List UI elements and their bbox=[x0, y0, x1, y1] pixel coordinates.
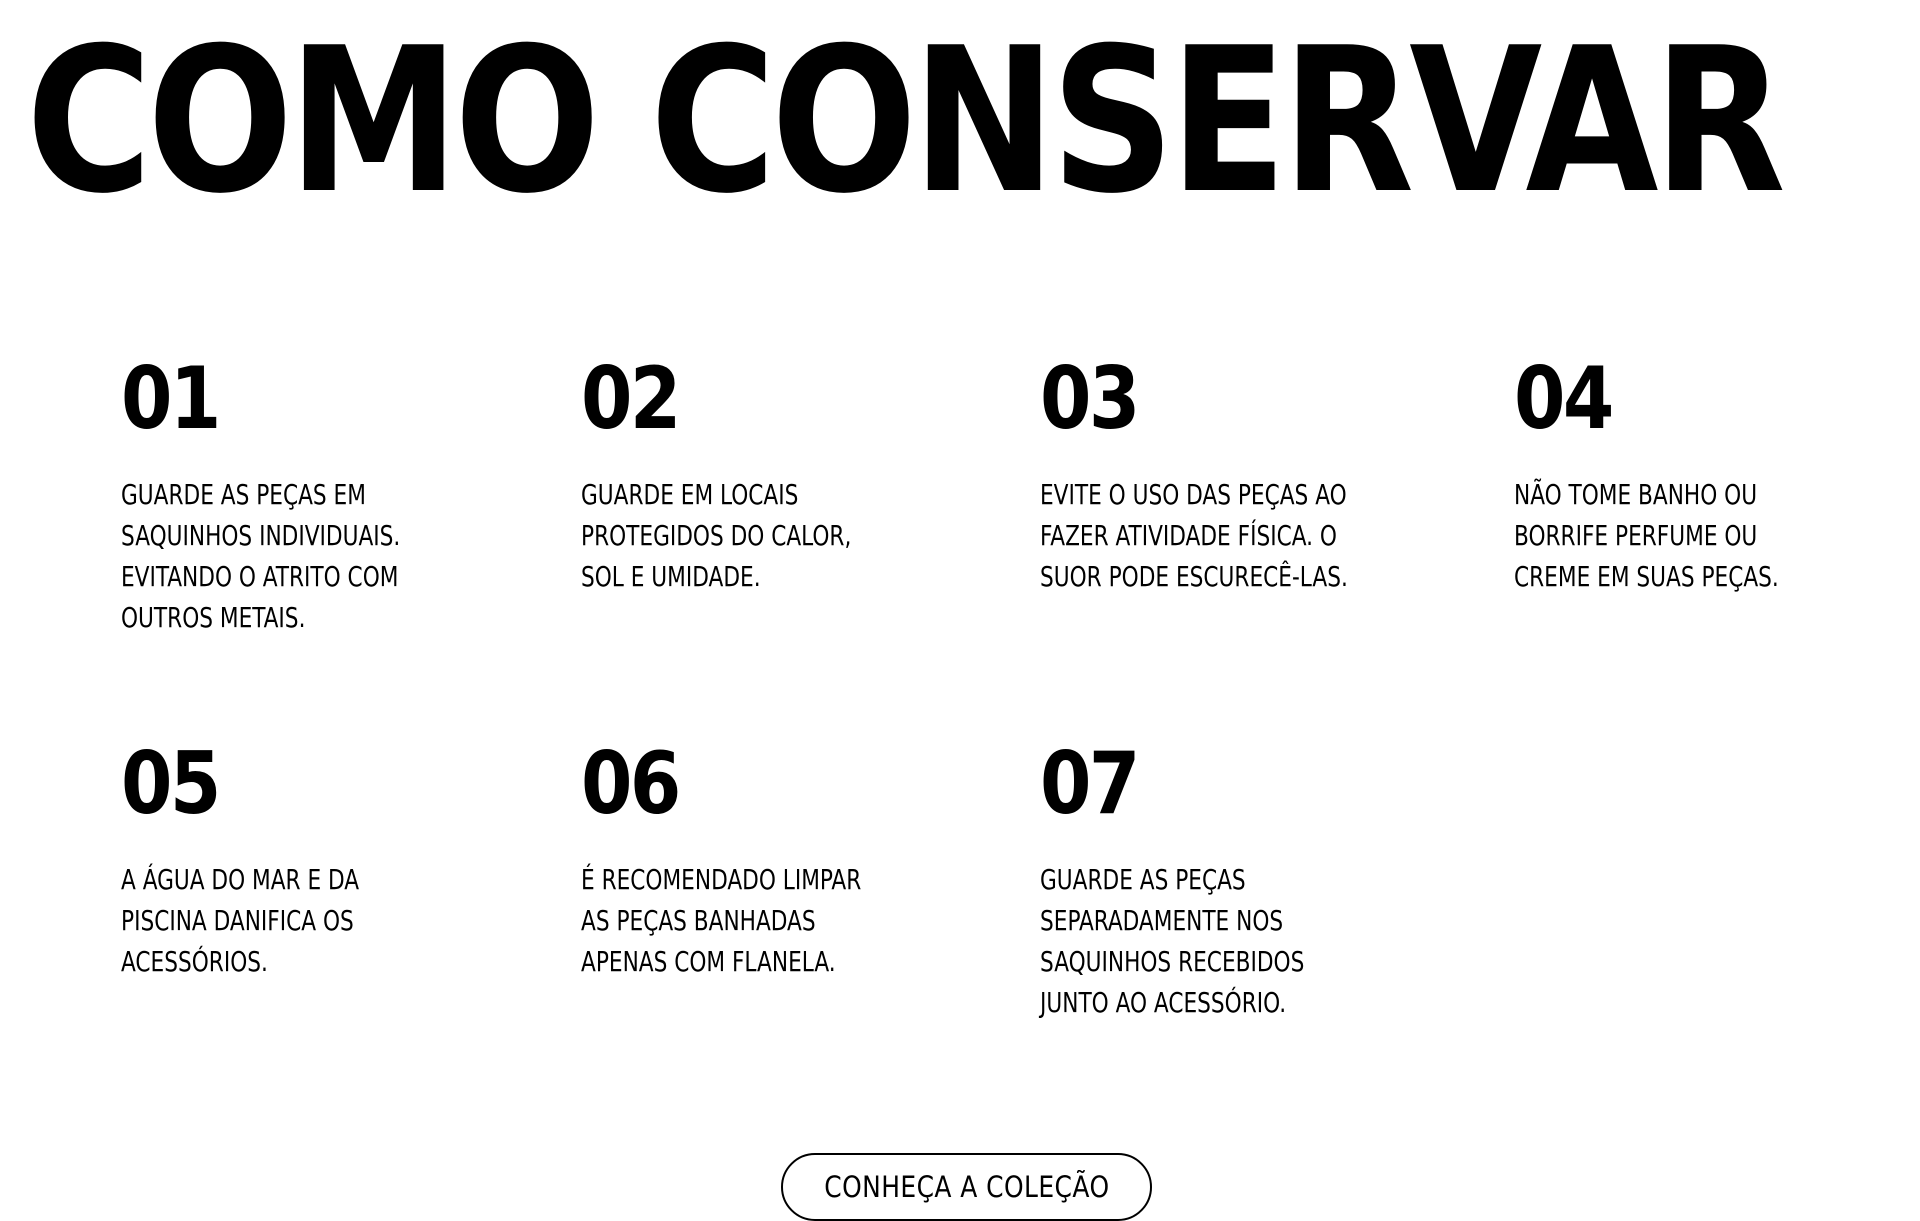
care-tip-04 bbox=[1514, 349, 1920, 593]
tip-text: É RECOMENDADO LIMPAR AS PEÇAS BANHADAS APENAS COM FLANELA. bbox=[581, 863, 862, 978]
tip-number: 03 bbox=[1040, 349, 1138, 449]
tip-text: A ÁGUA DO MAR E DA PISCINA DANIFICA OS ACESSÓRIOS. bbox=[121, 863, 360, 978]
tip-text: GUARDE AS PEÇAS EM SAQUINHOS INDIVIDUAIS. EVITANDO O ATRITO COM OUTROS METAIS. bbox=[121, 478, 401, 634]
view-collection-label: CONHEÇA A COLEÇÃO bbox=[823, 1170, 1110, 1204]
tip-number: 02 bbox=[581, 349, 679, 449]
care-tip-02 bbox=[581, 349, 1001, 593]
care-tip-01 bbox=[121, 349, 541, 634]
tip-text: NÃO TOME BANHO OU BORRIFE PERFUME OU CREME EM SUAS PEÇAS. bbox=[1514, 478, 1779, 593]
tip-text: GUARDE AS PEÇAS SEPARADAMENTE NOS SAQUINHOS RECEBIDOS JUNTO AO ACESSÓRIO. bbox=[1040, 863, 1305, 1019]
tip-number: 04 bbox=[1514, 349, 1612, 449]
page-title: COMO CONSERVAR bbox=[26, 5, 1781, 238]
tip-number: 01 bbox=[121, 349, 219, 449]
care-tip-03 bbox=[1040, 349, 1460, 593]
care-tip-05 bbox=[121, 734, 541, 978]
tip-number: 05 bbox=[121, 734, 219, 834]
view-collection-button[interactable] bbox=[781, 1153, 1152, 1221]
tip-text: GUARDE EM LOCAIS PROTEGIDOS DO CALOR, SOL E UMIDADE. bbox=[581, 478, 852, 593]
care-tip-07 bbox=[1040, 734, 1460, 1019]
tip-number: 06 bbox=[581, 734, 679, 834]
tip-number: 07 bbox=[1040, 734, 1138, 834]
tip-text: EVITE O USO DAS PEÇAS AO FAZER ATIVIDADE FÍSICA. O SUOR PODE ESCURECÊ-LAS. bbox=[1040, 478, 1348, 593]
care-tip-06 bbox=[581, 734, 1001, 978]
